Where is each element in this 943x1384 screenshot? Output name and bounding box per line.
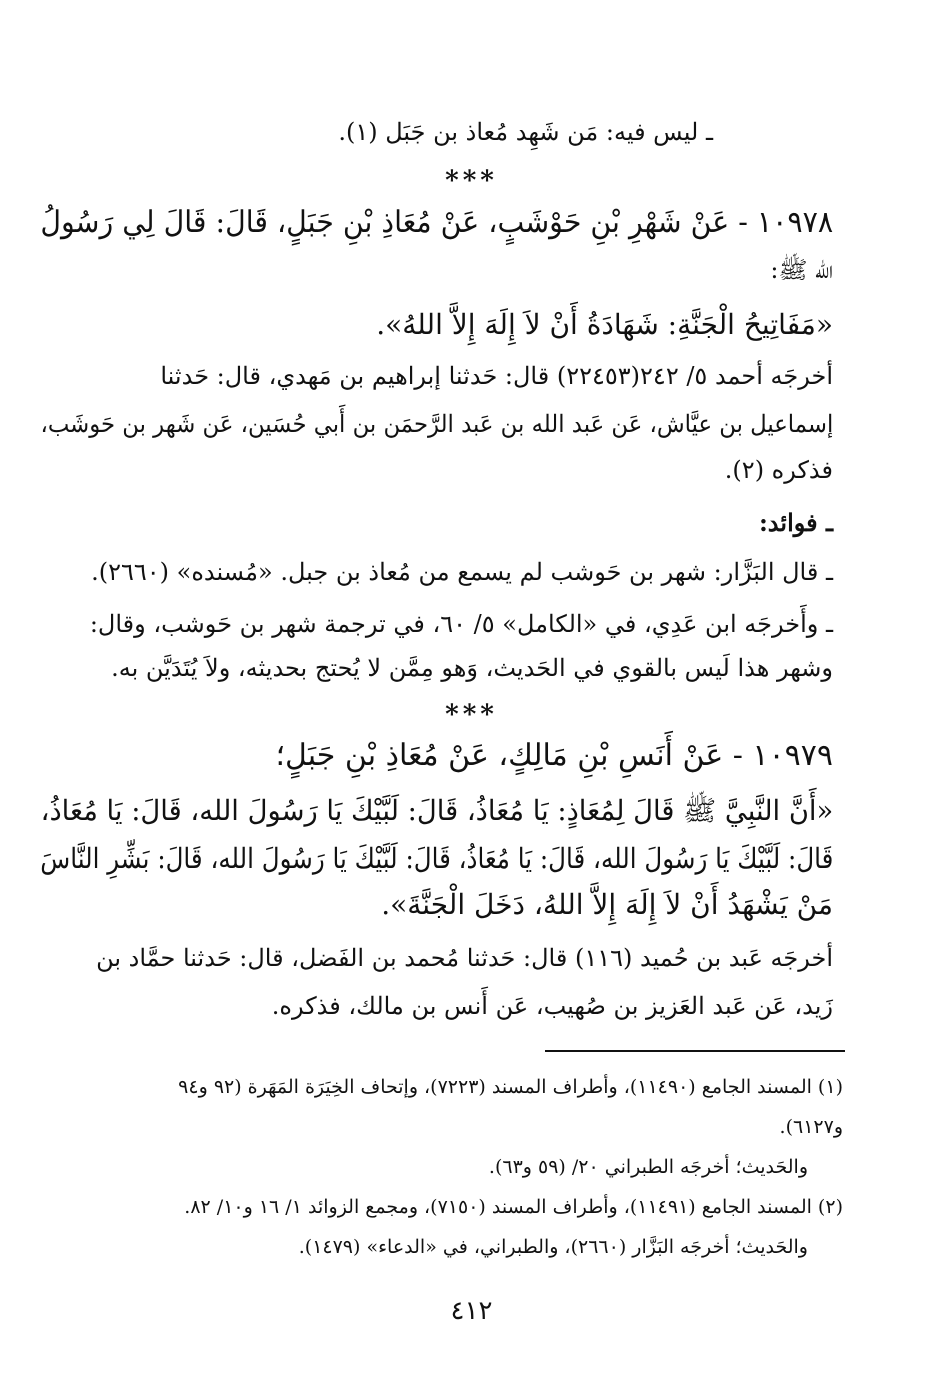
separator-stars: *** [445,166,498,196]
page-number: ٤١٢ [450,1296,493,1326]
takhrij-10979-line2-text: زَيد، عَن عَبد العَزيز بن صُهيب، عَن أَنس بن مالك، فذكره. [271,992,833,1020]
takhrij-10978-line2 [40,410,833,438]
hadith-10978-quote-text: «مَفَاتِيحُ الْجَنَّةِ: شَهَادَةُ أَنْ لاَ إِلَهَ إِلاَّ اللهُ». [376,308,833,341]
footnote-2-line1-text: (٢) المسند الجامع (١١٤٩١)، وأطراف المسند (٧١٥٠)، ومجمع الزوائد ١/ ١٦ و١٠/ ٨٢. [184,1196,843,1218]
fawaid-line1-text: ـ قال البَزَّار: شهر بن حَوشب لم يسمع من مُعاذ بن جبل. «مُسنده» (٢٦٦٠). [91,558,833,586]
footnote-1-line1 [178,1076,843,1098]
footnote-1-line3-text: والحَديث؛ أخرجَه الطبراني ٢٠/ (٥٩ و٦٣). [488,1156,808,1178]
hadith-10979-line2 [40,794,833,834]
fawaid-line1 [91,558,833,586]
takhrij-10978-line1-text: أخرجَه أحمد ٥/ ٢٤٢(٢٢٤٥٣) قال: حَدثنا إبراهيم بن مَهدي، قال: حَدثنا [160,362,833,390]
fawaid-line2-text: ـ وأَخرجَه ابن عَدِي، في «الكامل» ٥/ ٦٠، في ترجمة شهر بن حَوشب، وقال: [89,610,833,638]
fawaid-line3-text: وشهر هذا لَيس بالقوي في الحَديث، وَهو مِمَّن لا يُحتج بحديثه، ولاَ يُتَدَيَّن به. [111,654,833,682]
intro-line [338,118,713,146]
separator-stars-2: *** [445,700,498,730]
hadith-10979-line1-text: ١٠٩٧٩ - عَنْ أَنَسِ بْنِ مَالِكٍ، عَنْ مُعَاذِ بْنِ جَبَلٍ؛ [275,738,833,773]
footnote-2-line2-text: والحَديث؛ أخرجَه البَزَّار (٢٦٦٠)، والطبراني، في «الدعاء» (١٤٧٩). [298,1236,808,1258]
footnote-2-line1 [184,1196,843,1218]
takhrij-10978-line3-text: فذكره (٢). [724,456,833,484]
hadith-10978-line2-text: الله ﷺ: [770,256,833,284]
takhrij-10978-line1 [160,362,833,390]
hadith-10979-line2-text: «أَنَّ النَّبِيَّ ﷺ قَالَ لِمُعَاذٍ: يَا مُعَاذُ، قَالَ: لَبَّيْكَ يَا رَسُولَ الله، قَالَ: يَا مُعَاذُ، [40,794,833,827]
hadith-10978-line1-text: ١٠٩٧٨ - عَنْ شَهْرِ بْنِ حَوْشَبٍ، عَنْ مُعَاذِ بْنِ جَبَلٍ، قَالَ: قَالَ لِي رَسُولُ [40,205,833,240]
footnote-2-line2 [299,1236,808,1258]
hadith-10979-line4-text: مَنْ يَشْهَدُ أَنْ لاَ إِلَهَ إِلاَّ اللهُ، دَخَلَ الْجَنَّةَ». [381,888,833,921]
hadith-10979-line4 [381,888,833,921]
fawaid-line2 [90,610,833,638]
footnote-1-line2 [780,1116,843,1138]
hadith-10978-line2 [770,255,833,290]
footnote-1-line3 [489,1156,808,1178]
takhrij-10979-line1 [96,944,833,972]
fawaid-heading [759,508,833,537]
footnote-1-line2-text: و٦١٢٧). [779,1116,843,1138]
takhrij-10979-line2 [272,992,833,1020]
footnote-1-line1-text: (١) المسند الجامع (١١٤٩٠)، وأطراف المسند (٧٢٢٣)، وإتحاف الخِيَرَة المَهَرة (٩٢ و٩٤ [178,1076,843,1098]
intro-text: ـ ليس فيه: مَن شَهِد مُعاذ بن جَبَل (١). [338,118,713,146]
footnote-divider [545,1050,845,1052]
hadith-10978-quote [376,308,833,341]
hadith-10979-line3 [40,842,833,875]
fawaid-line3 [111,654,833,682]
hadith-10978-line1 [40,205,833,240]
hadith-10979-line1 [275,738,833,773]
takhrij-10978-line2-text: إسماعيل بن عيَّاش، عَن عَبد الله بن عَبد الرَّحمَن بن أَبي حُسَين، عَن شَهر بن حَوشَب، [40,410,833,438]
takhrij-10979-line1-text: أخرجَه عَبد بن حُميد (١١٦) قال: حَدثنا مُحمد بن الفَضل، قال: حَدثنا حمَّاد بن [96,944,833,972]
hadith-10979-line3-text: قَالَ: لَبَّيْكَ يَا رَسُولَ الله، قَالَ: يَا مُعَاذُ، قَالَ: لَبَّيْكَ يَا رَسُولَ الله، قَالَ: بَشِّرِ النَّاسَ [39,842,833,875]
takhrij-10978-line3 [725,456,833,484]
fawaid-heading-text: ـ فوائد: [758,508,833,537]
